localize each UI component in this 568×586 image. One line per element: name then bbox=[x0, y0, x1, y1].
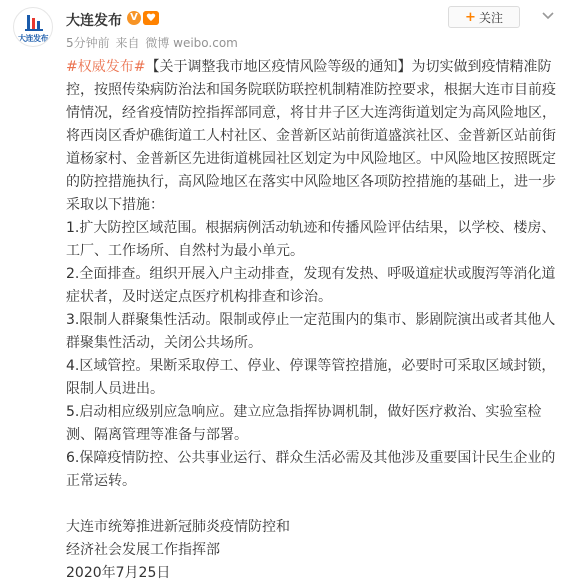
paragraph-spacer bbox=[66, 493, 561, 516]
post-paragraph: 6.保障疫情防控、公共事业运行、群众生活必需及其他涉及重要国计民生企业的正常运转。 bbox=[66, 450, 556, 489]
avatar[interactable] bbox=[13, 7, 53, 47]
follow-label: 关注 bbox=[478, 10, 503, 25]
follow-button[interactable] bbox=[448, 6, 520, 28]
plus-icon: + bbox=[465, 9, 476, 25]
dalian-logo-icon bbox=[25, 13, 43, 31]
post-content bbox=[66, 56, 561, 585]
post-paragraph: 2.全面排查。组织开展入户主动排查，发现有发热、呼吸道症状或腹泻等消化道症状者，及时送定点医疗机构排查和诊治。 bbox=[66, 266, 556, 305]
avatar-label: 大连发布 bbox=[18, 34, 48, 43]
post-from-label: 来自 bbox=[115, 36, 140, 50]
verified-v-icon: V bbox=[127, 11, 141, 25]
post-paragraph: 3.限制人群聚集性活动。限制或停止一定范围内的集市、影剧院演出或者其他人群聚集性活动，关闭公共场所。 bbox=[66, 312, 556, 351]
post-time[interactable]: 5分钟前 bbox=[66, 36, 110, 50]
post-paragraph-intro bbox=[66, 56, 561, 217]
fan-badge-icon[interactable] bbox=[143, 11, 159, 25]
post-date: 2020年7月25日 bbox=[66, 565, 171, 581]
post-source[interactable]: 微博 weibo.com bbox=[145, 36, 238, 50]
signature-line: 大连市统筹推进新冠肺炎疫情防控和 bbox=[66, 519, 290, 535]
post-paragraph: 5.启动相应级别应急响应。建立应急指挥协调机制，做好医疗救治、实验室检测、隔离管理等准备与部署。 bbox=[66, 404, 542, 443]
account-name[interactable]: 大连发布 bbox=[66, 13, 122, 29]
post-paragraph: 1.扩大防控区域范围。根据病例活动轨迹和传播风险评估结果，以学校、楼房、工厂、工作场所、自然村为最小单元。 bbox=[66, 220, 556, 259]
post-meta bbox=[66, 34, 240, 51]
chevron-down-icon[interactable] bbox=[541, 11, 555, 21]
post-paragraph-text: 【关于调整我市地区疫情风险等级的通知】为切实做到疫情精准防控，按照传染病防治法和国务院联防联控机制精准防控要求，根据大连市目前疫情情况，经省疫情防控指挥部同意，将甘井子区大连湾街道划定为高风险地区，将西岗区香炉礁街道工人村社区、金普新区站前街道盛滨社区、金普新区站前街道杨家村、金普新区先进街道桃园社区划定为中风险地区。中风险地区按照既定的防控措施执行，高风险地区在落实中风险地区各项防控措施的基础上，进一步采取以下措施： bbox=[66, 59, 556, 213]
post-paragraph: 4.区域管控。果断采取停工、停业、停课等管控措施，必要时可采取区域封锁，限制人员进出。 bbox=[66, 358, 556, 397]
signature-line: 经济社会发展工作指挥部 bbox=[66, 542, 220, 558]
hashtag-link[interactable]: #权威发布# bbox=[66, 59, 146, 75]
